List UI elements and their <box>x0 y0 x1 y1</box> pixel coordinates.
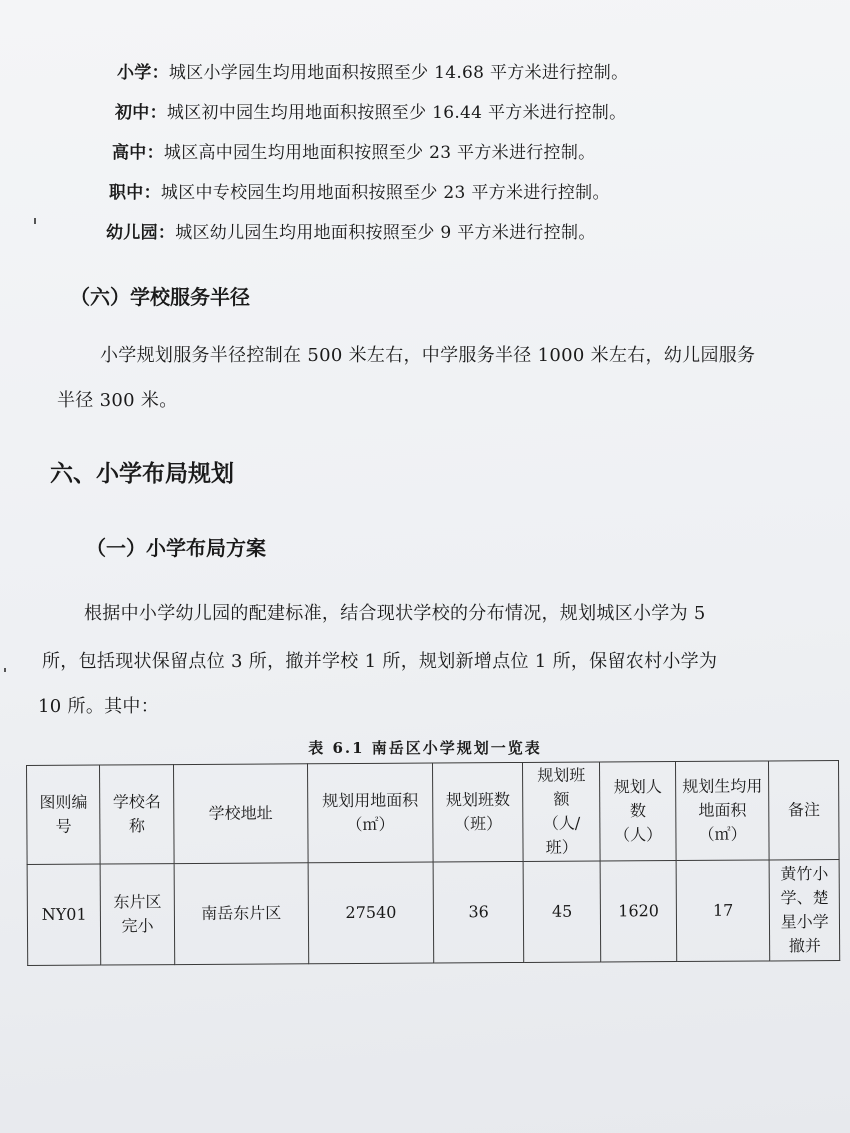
paragraph-line: 根据中小学幼儿园的配建标准，结合现状学校的分布情况，规划城区小学为 5 <box>84 603 706 624</box>
column-header: 规划人数（人） <box>600 762 676 861</box>
cell-remark: 黄竹小学、楚星小学撤并 <box>770 860 840 961</box>
standard-label: 小学： <box>117 63 169 83</box>
column-header: 备注 <box>769 761 839 860</box>
chapter-heading: 六、小学布局规划 <box>50 461 234 487</box>
school-plan-table <box>26 760 840 966</box>
cell-classes: 36 <box>434 861 524 963</box>
column-header: 规划班数（班） <box>433 762 523 862</box>
column-header: 学校地址 <box>173 764 307 864</box>
column-header: 学校名称 <box>100 765 174 864</box>
standard-senior-high <box>112 138 595 163</box>
standard-text: 城区中专校园生均用地面积按照至少 23 平方米进行控制。 <box>160 183 610 203</box>
cell-school-name: 东片区完小 <box>101 864 175 965</box>
table-caption: 表 6.1 南岳区小学规划一览表 <box>308 739 542 757</box>
paragraph-line: 10 所。其中： <box>38 696 160 717</box>
cell-per-student-area: 17 <box>676 860 770 962</box>
standard-label: 初中： <box>115 103 167 123</box>
standard-primary <box>117 58 628 83</box>
section-heading-service-radius: （六）学校服务半径 <box>70 285 250 309</box>
paragraph-line: 所，包括现状保留点位 3 所，撤并学校 1 所，规划新增点位 1 所，保留农村小学为 <box>42 651 718 672</box>
scan-speck <box>4 668 6 672</box>
cell-class-size: 45 <box>523 861 601 962</box>
cell-students: 1620 <box>601 861 677 962</box>
cell-area: 27540 <box>308 862 434 964</box>
column-header: 规划用地面积（㎡） <box>307 763 433 863</box>
column-header: 规划生均用地面积（㎡） <box>675 761 769 861</box>
standard-label: 职中： <box>109 183 161 203</box>
standard-text: 城区高中园生均用地面积按照至少 23 平方米进行控制。 <box>163 143 596 163</box>
cell-address: 南岳东片区 <box>174 863 308 965</box>
scan-speck <box>34 218 36 224</box>
standard-text: 城区幼儿园生均用地面积按照至少 9 平方米进行控制。 <box>175 223 596 243</box>
standard-junior-high <box>115 98 626 123</box>
table-row <box>27 860 840 966</box>
standard-kindergarten <box>106 218 596 243</box>
paragraph-line: 小学规划服务半径控制在 500 米左右，中学服务半径 1000 米左右，幼儿园服务 <box>100 345 756 366</box>
section-heading-layout-plan: （一）小学布局方案 <box>86 536 266 560</box>
standard-label: 高中： <box>112 143 164 163</box>
cell-code: NY01 <box>27 864 101 965</box>
column-header: 规划班额（人/班） <box>522 762 600 861</box>
standard-vocational <box>109 178 610 203</box>
standard-text: 城区初中园生均用地面积按照至少 16.44 平方米进行控制。 <box>166 103 627 123</box>
standard-label: 幼儿园： <box>106 223 176 243</box>
table-header-row <box>27 761 840 865</box>
column-header: 图则编号 <box>27 765 101 864</box>
standard-text: 城区小学园生均用地面积按照至少 14.68 平方米进行控制。 <box>168 63 629 83</box>
paragraph-line: 半径 300 米。 <box>57 390 178 411</box>
